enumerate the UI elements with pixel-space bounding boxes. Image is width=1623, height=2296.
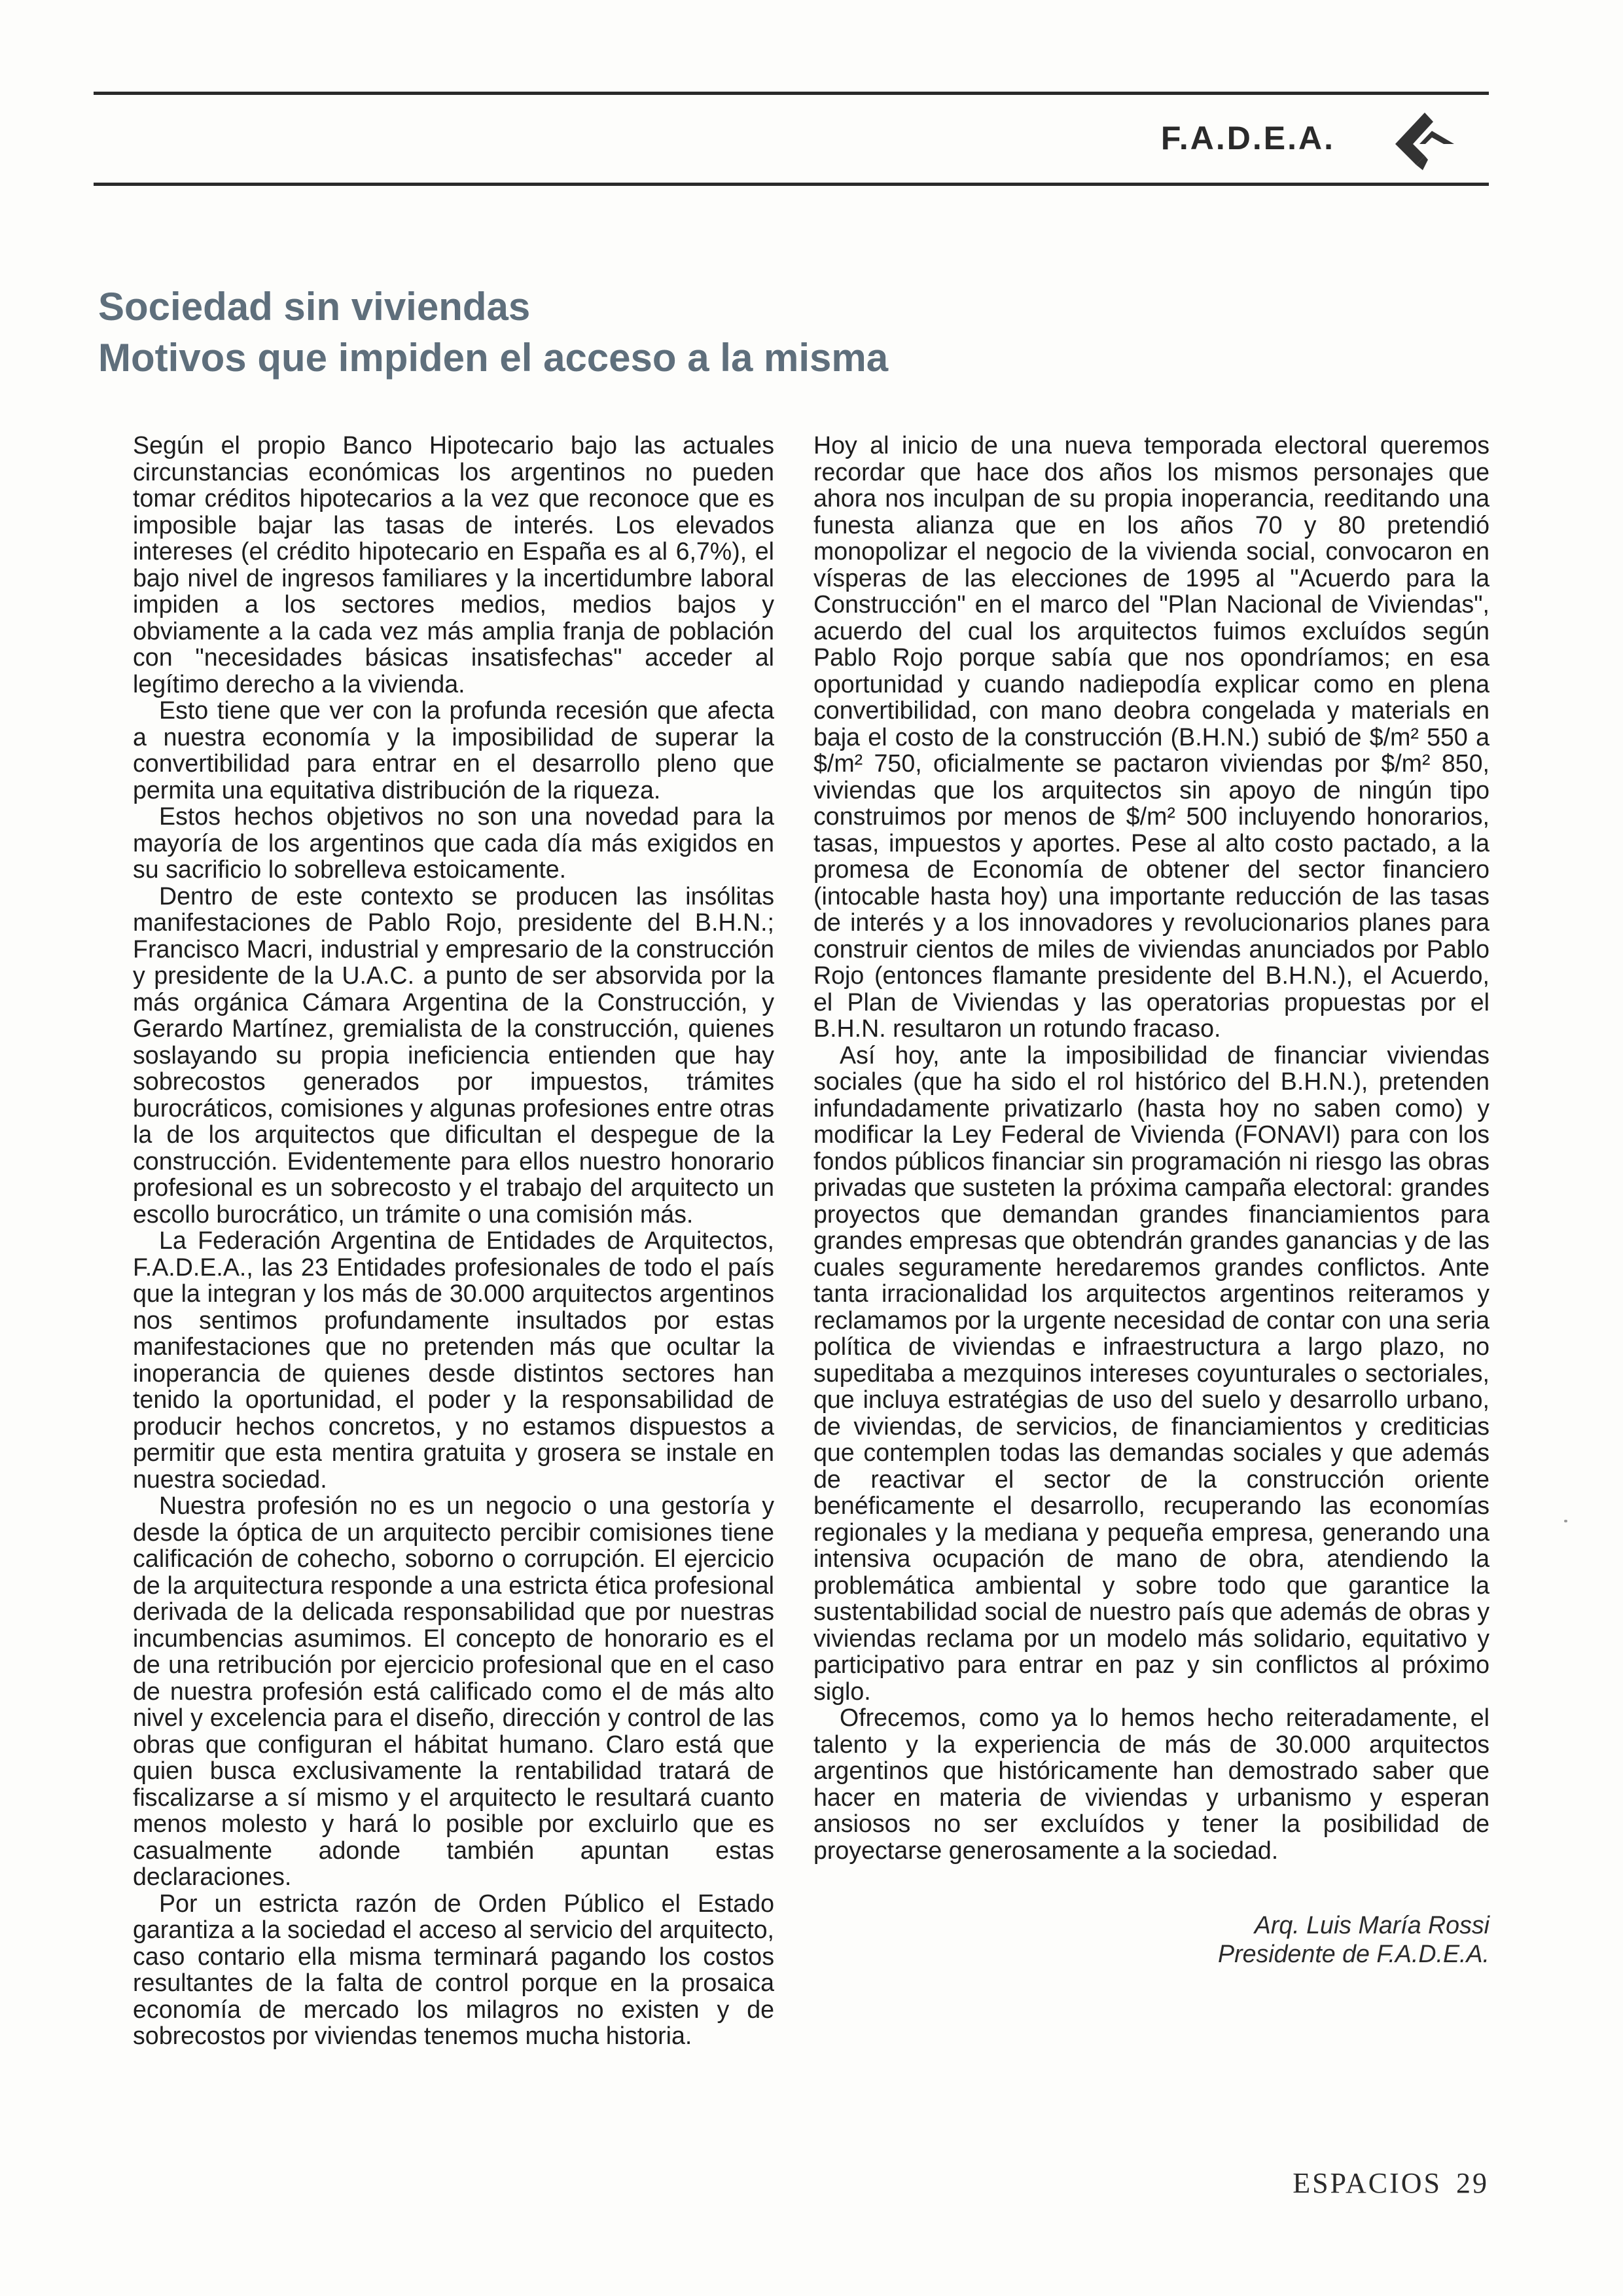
- paragraph: Dentro de este contexto se producen las insólitas manifestaciones de Pablo Rojo, presidente del B.H.N.; Francisco Macri, industrial y empresario de la construcción y presidente de la U.A.C. a punto de ser absorvida por la más orgánica Cámara Argentina de la Construcción, y Gerardo Martínez, gremialista de la construcción, quienes soslayando su propia ineficiencia entienden que hay sobrecostos generados por impuestos, trámites burocráticos, comisiones y algunas profesiones entre otras la de los arquitectos que dificultan el despegue de la construcción. Evidentemente para ellos nuestro honorario profesional es un sobrecosto y el trabajo del arquitecto un escollo burocrático, un trámite o una comisión más.: [133, 882, 774, 1228]
- signature-role: Presidente de F.A.D.E.A.: [1218, 1940, 1489, 1967]
- signature-name: Arq. Luis María Rossi: [1254, 1911, 1489, 1939]
- magazine-name: ESPACIOS: [1293, 2167, 1442, 2199]
- signature-block: [813, 1910, 1489, 1968]
- paragraph: Esto tiene que ver con la profunda recesión que afecta a nuestra economía y la imposibilidad de superar la convertibilidad para entrar en el desarrollo pleno que permita una equitativa distribución de la riqueza.: [133, 696, 774, 804]
- header-organization: F.A.D.E.A.: [1160, 120, 1335, 156]
- left-column: [133, 432, 774, 2049]
- fadea-logo-icon: [1389, 105, 1461, 177]
- scan-speck: [1564, 1520, 1567, 1522]
- page-footer: [1293, 2166, 1489, 2200]
- header-rule-bottom: [94, 183, 1489, 186]
- paragraph: Estos hechos objetivos no son una novedad para la mayoría de los argentinos que cada día más exigidos en su sacrificio lo sobrelleva estoicamente.: [133, 802, 774, 883]
- paragraph: Nuestra profesión no es un negocio o una gestoría y desde la óptica de un arquitecto percibir comisiones tiene calificación de cohecho, soborno o corrupción. El ejercicio de la arquitectura responde a una estricta ética profesional derivada de la delicada responsabilidad que por nuestras incumbencias asumimos. El concepto de honorario es el de una retribución por ejercicio profesional que en el caso de nuestra profesión está calificado como el de más alto nivel y excelencia para el diseño, dirección y control de las obras que configuran el hábitat humano. Claro está que quien busca exclusivamente la rentabilidad tratará de fiscalizarse a sí mismo y el arquitecto le resultará cuanto menos molesto y hará lo posible por excluirlo que es casualmente adonde también apuntan estas declaraciones.: [133, 1492, 774, 1890]
- paragraph: Según el propio Banco Hipotecario bajo las actuales circunstancias económicas los argentinos no pueden tomar créditos hipotecarios a la vez que reconoce que es imposible bajar las tasas de interés. Los elevados intereses (el crédito hipotecario en España es al 6,7%), el bajo nivel de ingresos familiares y la incertidumbre laboral impiden a los sectores medios, medios bajos y obviamente a la cada vez más amplia franja de población con "necesidades básicas insatisfechas" acceder al legítimo derecho a la vivienda.: [133, 431, 774, 698]
- title-line-2: Motivos que impiden el acceso a la misma: [98, 336, 889, 380]
- right-column: [813, 432, 1489, 1968]
- paragraph: Por un estricta razón de Orden Público el Estado garantiza a la sociedad el acceso al servicio del arquitecto, caso contario ella misma terminará pagando los costos resultantes de la falta de control porque en la prosaica economía de mercado los milagros no existen y de sobrecostos por viviendas tenemos mucha historia.: [133, 1889, 774, 2049]
- header-rule-top: [94, 92, 1489, 95]
- article-title: [98, 281, 1472, 384]
- page-number: 29: [1456, 2167, 1489, 2199]
- paragraph: Ofrecemos, como ya lo hemos hecho reiteradamente, el talento y la experiencia de más de 30.000 arquitectos argentinos que históricamente han demostrado saber que hacer en materia de viviendas y urbanismo y esperan ansiosos no ser excluídos y tener la posibilidad de proyectarse generosamente a la sociedad.: [813, 1704, 1489, 1864]
- paragraph: Hoy al inicio de una nueva temporada electoral queremos recordar que hace dos años los mismos personajes que ahora nos inculpan de su propia inoperancia, reeditando una funesta alianza que en los años 70 y 80 pretendió monopolizar el negocio de la vivienda social, convocaron en vísperas de las elecciones de 1995 al "Acuerdo para la Construcción" en el marco del "Plan Nacional de Viviendas", acuerdo del cual los arquitectos fuimos excluídos según Pablo Rojo porque sabía que nos opondríamos; en esa oportunidad y cuando nadiepodía explicar como en plena convertibilidad, con mano deobra congelada y materials en baja el costo de la construcción (B.H.N.) subió de $/m² 550 a $/m² 750, oficialmente se pactaron viviendas por $/m² 850, viviendas que los arquitectos sin apoyo de ningún tipo construimos por menos de $/m² 500 incluyendo honorarios, tasas, impuestos y aportes. Pese al alto costo pactado, a la promesa de Economía de obtener del sector financiero (intocable hasta hoy) una importante reducción de las tasas de interés y a los innovadores y revolucionarios planes para construir cientos de miles de viviendas anunciados por Pablo Rojo (entonces flamante presidente del B.H.N.), el Acuerdo, el Plan de Viviendas y las operatorias propuestas por el B.H.N. resultaron un rotundo fracaso.: [813, 431, 1489, 1042]
- paragraph: Así hoy, ante la imposibilidad de financiar viviendas sociales (que ha sido el rol histórico del B.H.N.), pretenden infundadamente privatizarlo (hasta hoy no saben como) y modificar la Ley Federal de Vivienda (FONAVI) para con los fondos públicos financiar sin programación ni riesgo las obras privadas que susteten la próxima campaña electoral: grandes proyectos que demandan grandes financiamientos para grandes empresas que obtendrán grandes ganancias y de las cuales seguramente heredaremos grandes conflictos. Ante tanta irracionalidad los arquitectos argentinos reiteramos y reclamamos por la urgente necesidad de contar con una seria política de viviendas e infraestructura a largo plazo, no supeditaba a mezquinos intereses coyunturales o sectoriales, que incluya estratégias de uso del suelo y desarrollo urbano, de viviendas, de servicios, de financiamientos y crediticias que contemplen todas las demandas sociales y que además de reactivar el sector de la construcción oriente benéficamente el desarrollo, recuperando las economías regionales y la mediana y pequeña empresa, generando una intensiva ocupación de mano de obra, atendiendo la problemática ambiental y sobre todo que garantice la sustentabilidad social de nuestro país que además de obras y viviendas reclama por un modelo más solidario, equitativo y participativo para entrar en paz y sin conflictos al próximo siglo.: [813, 1041, 1489, 1705]
- paragraph: La Federación Argentina de Entidades de Arquitectos, F.A.D.E.A., las 23 Entidades profesionales de todo el país que la integran y los más de 30.000 arquitectos argentinos nos sentimos profundamente insultados por estas manifestaciones que no pretenden más que ocultar la inoperancia de quienes desde distintos sectores han tenido la oportunidad, el poder y la responsabilidad de producir hechos concretos, y no estamos dispuestos a permitir que esta mentira gratuita y grosera se instale en nuestra sociedad.: [133, 1227, 774, 1493]
- title-line-1: Sociedad sin viviendas: [98, 285, 531, 329]
